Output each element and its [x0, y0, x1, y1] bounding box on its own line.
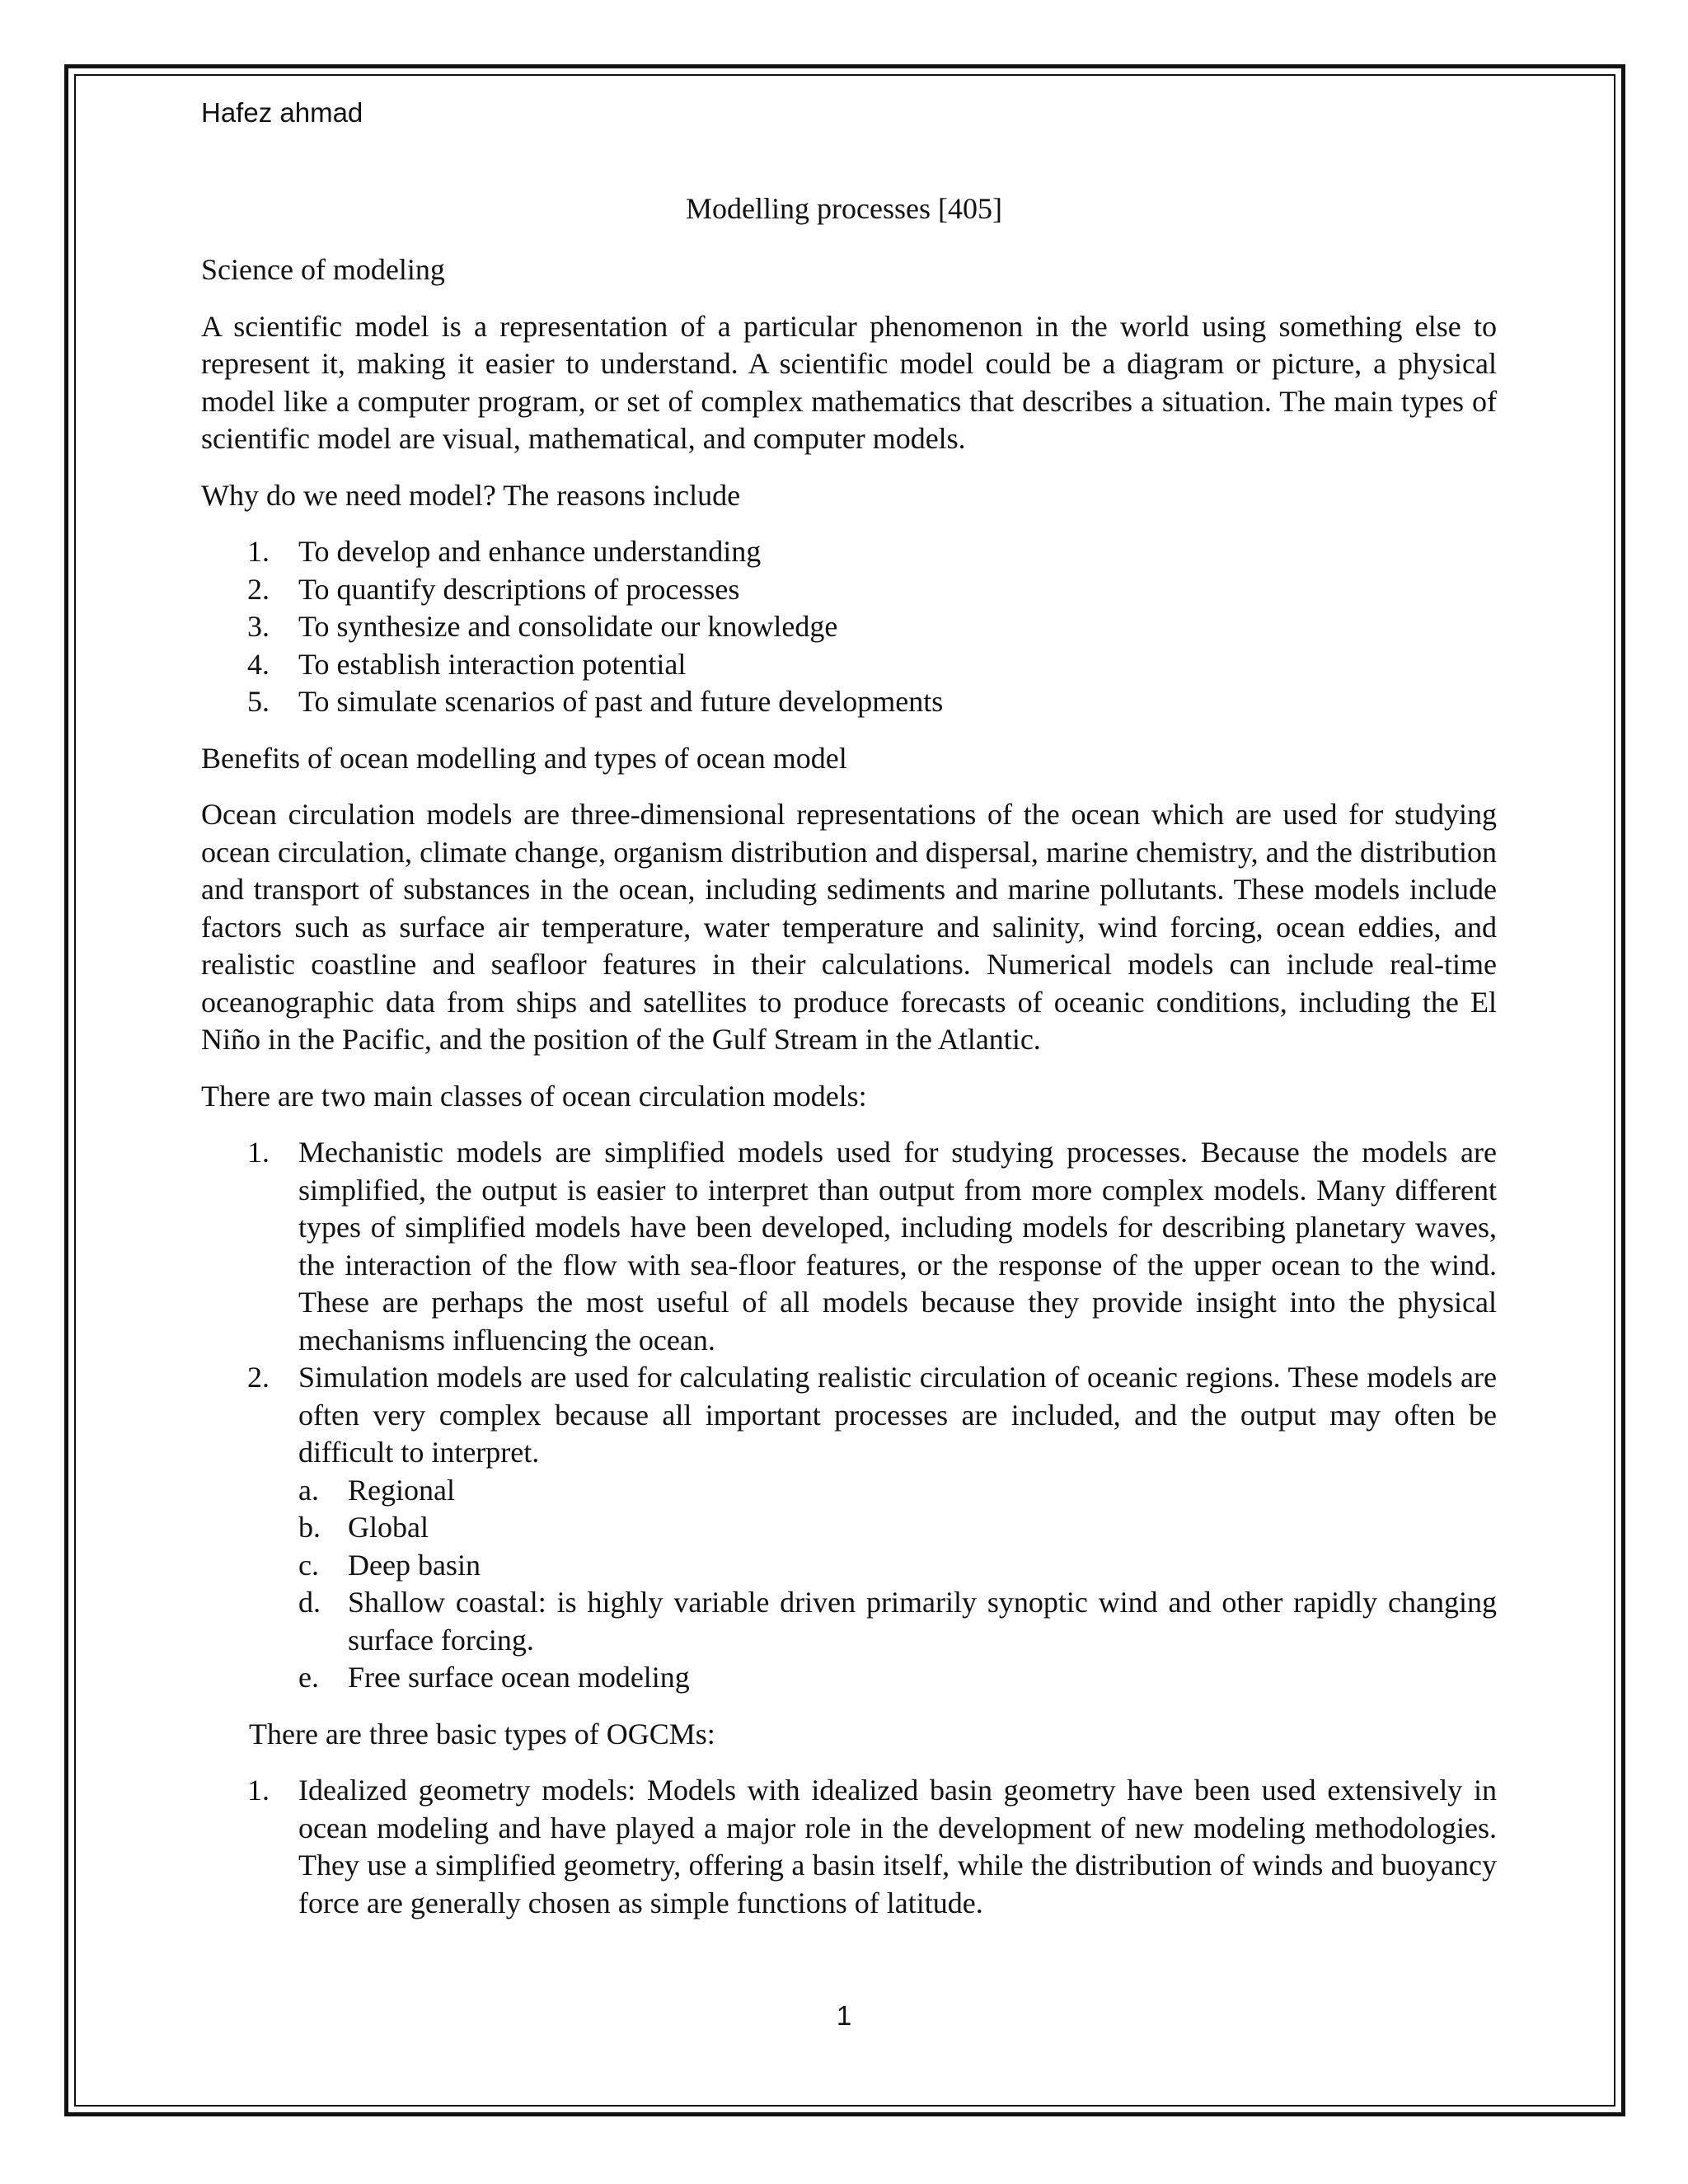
list-item: 1. Idealized geometry models: Models with idealized basin geometry have been used extensively in ocean modeling and have played a major role in the development of new modeling methodologies. They use a simplified geometry, offering a basin itself, while the distribution of winds and buoyancy force are generally chosen as simple functions of latitude. [247, 1774, 1497, 1919]
list-item: 2. Simulation models are used for calculating realistic circulation of oceanic regions. These models are often very complex because all important processes are included, and the output may often be difficult to interpret. a. Regional b. Global c. Deep basin d. Shallow coastal: is highly variable driven primarily synoptic wind and other rapidly changing surface forcing. e. Free surface ocean modeling [201, 1359, 1497, 1697]
list-item: 3. To synthesize and consolidate our knowledge [247, 610, 838, 643]
list-item: b. Global [298, 1511, 429, 1544]
list-item: 5. To simulate scenarios of past and future developments [247, 685, 944, 718]
list-item: d. Shallow coastal: is highly variable driven primarily synoptic wind and other rapidly changing surface forcing. [298, 1586, 1497, 1657]
document-body [201, 251, 1497, 1941]
classes-list [201, 1134, 1497, 1697]
list-item: c. Deep basin [298, 1548, 481, 1582]
sub-types-list [298, 1472, 1497, 1697]
list-item: 1. Mechanistic models are simplified models used for studying processes. Because the models are simplified, the output is easier to interpret than output from more complex models. Many different types of simplified models have been developed, including models for describing planetary waves, the interaction of the flow with sea-floor features, or the response of the upper ocean to the wind. These are perhaps the most useful of all models because they provide insight into the physical mechanisms influencing the ocean. [247, 1136, 1497, 1357]
science-heading: Science of modeling [201, 253, 445, 286]
why-heading: Why do we need model? The reasons include [201, 478, 741, 512]
reasons-list [201, 533, 1497, 721]
science-paragraph: A scientific model is a representation of a particular phenomenon in the world using something else to represent it, making it easier to understand. A scientific model could be a diagram or picture, a physical model like a computer program, or set of complex mathematics that describes a situation. The main types of scientific model are visual, mathematical, and computer models. [201, 309, 1497, 455]
classes-heading: There are two main classes of ocean circulation models: [201, 1079, 867, 1113]
page-title: Modelling processes [405] [686, 192, 1002, 225]
list-item: 4. To establish interaction potential [247, 647, 687, 681]
list-item: a. Regional [298, 1473, 455, 1507]
header-author: Hafez ahmad [201, 97, 363, 128]
ogcm-list [201, 1772, 1497, 1922]
list-item: 2. To quantify descriptions of processes [247, 572, 740, 606]
ocean-paragraph: Ocean circulation models are three-dimensional representations of the ocean which are used for studying ocean circulation, climate change, organism distribution and dispersal, marine chemistry, and the distribution and transport of substances in the ocean, including sediments and marine pollutants. These models include factors such as surface air temperature, water temperature and salinity, wind forcing, ocean eddies, and realistic coastline and seafloor features in their calculations. Numerical models can include real-time oceanographic data from ships and satellites to produce forecasts of oceanic conditions, including the El Niño in the Pacific, and the position of the Gulf Stream in the Atlantic. [201, 798, 1497, 1056]
ogcm-heading: There are three basic types of OGCMs: [249, 1717, 715, 1750]
benefits-heading: Benefits of ocean modelling and types of ocean model [201, 741, 847, 775]
page-number: 1 [836, 2000, 852, 2031]
list-item: e. Free surface ocean modeling [298, 1661, 690, 1694]
list-item: 1. To develop and enhance understanding [247, 535, 762, 568]
